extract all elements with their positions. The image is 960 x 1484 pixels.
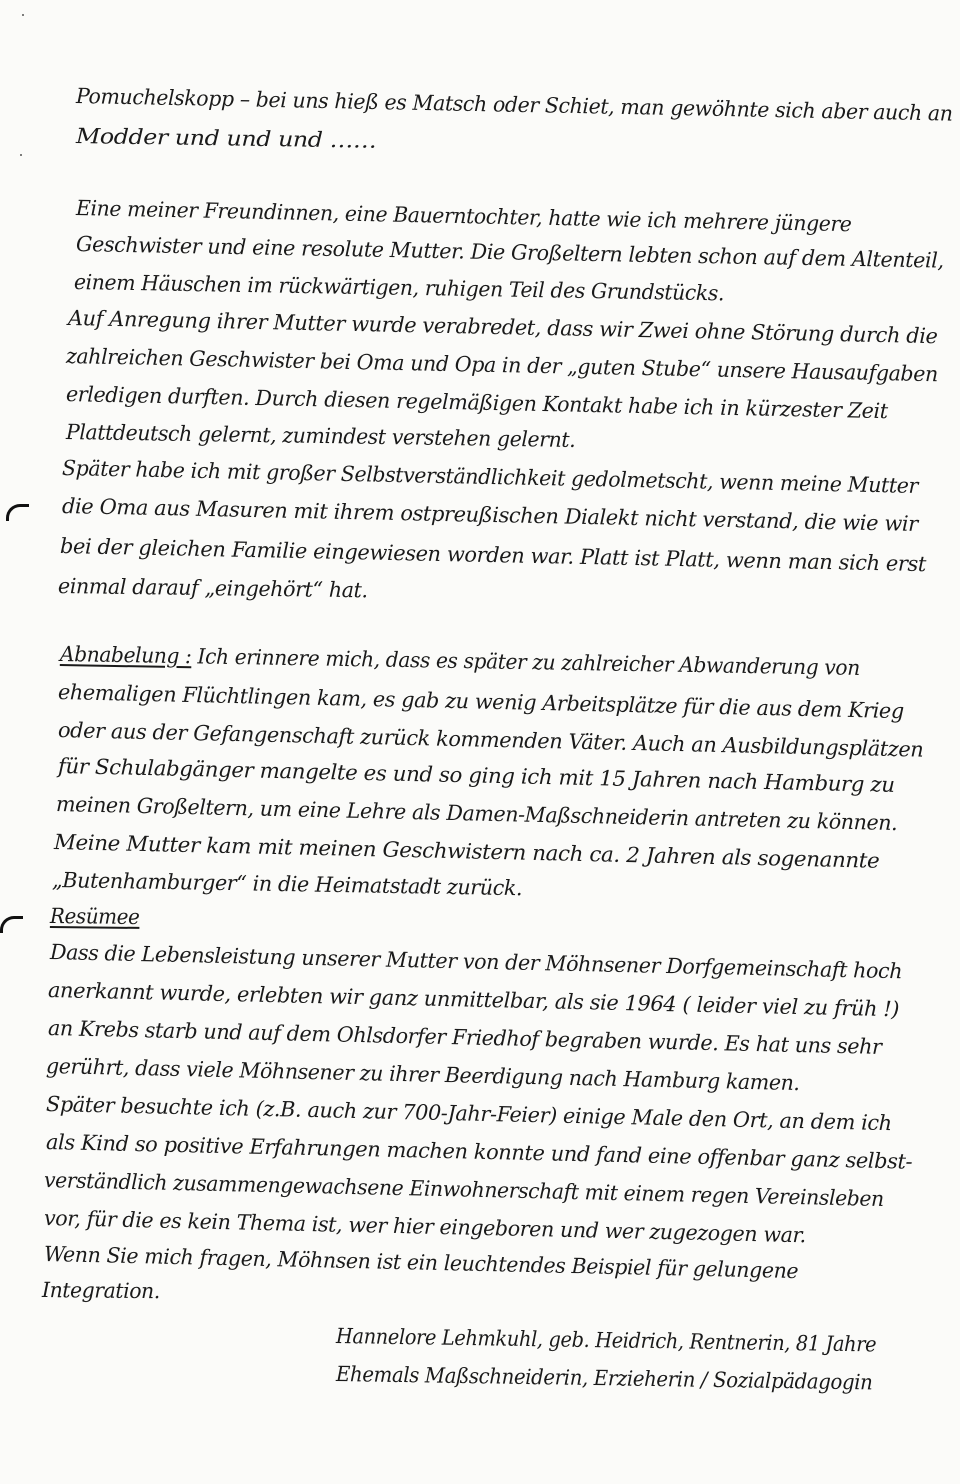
- text-line: Geschwister und eine resolute Mutter. Die Großeltern lebten schon auf dem Altenteil,: [75, 232, 944, 273]
- text-line: erledigen durften. Durch diesen regelmäßigen Kontakt habe ich in kürzester Zeit: [65, 382, 888, 424]
- signature-name: Hannelore Lehmkuhl, geb. Heidrich, Rentnerin, 81 Jahre: [335, 1324, 877, 1357]
- text-line: Später besuchte ich (z.B. auch zur 700-Jahr-Feier) einige Male den Ort, an dem ich: [45, 1092, 892, 1136]
- text-line: bei der gleichen Familie eingewiesen worden war. Platt ist Platt, wenn man sich erst: [59, 534, 927, 577]
- text-line: Pomuchelskopp – bei uns hieß es Matsch oder Schiet, man gewöhnte sich aber auch an: [75, 84, 953, 126]
- margin-mark: [0, 916, 23, 933]
- text-line: einmal darauf „eingehört“ hat.: [57, 574, 368, 603]
- text-line: zahlreichen Geschwister bei Oma und Opa in der „guten Stube“ unsere Hausaufgaben: [65, 344, 939, 387]
- text-line: Dass die Lebensleistung unserer Mutter von der Möhnsener Dorfgemeinschaft hoch: [49, 940, 903, 984]
- text-line: für Schulabgänger mangelte es und so ging ich mit 15 Jahren nach Hamburg zu: [57, 754, 895, 797]
- text-line: meinen Großeltern, um eine Lehre als Damen-Maßschneiderin antreten zu können.: [55, 792, 898, 836]
- text-line: Ich erinnere mich, dass es später zu zahlreicher Abwanderung von: [197, 644, 861, 680]
- text-line: die Oma aus Masuren mit ihrem ostpreußischen Dialekt nicht verstand, die wie wir: [61, 494, 919, 536]
- text-line: „Butenhamburger“ in die Heimatstadt zurück.: [51, 868, 523, 901]
- text-line: Eine meiner Freundinnen, eine Bauerntochter, hatte wie ich mehrere jüngere: [75, 196, 852, 237]
- margin-mark: [6, 504, 29, 521]
- scan-speck: [20, 154, 22, 156]
- text-line: an Krebs starb und auf dem Ohlsdorfer Friedhof begraben wurde. Es hat uns sehr: [47, 1016, 882, 1059]
- text-line: gerührt, dass viele Möhnsener zu ihrer Beerdigung nach Hamburg kamen.: [45, 1054, 800, 1096]
- signature-profession: Ehemals Maßschneiderin, Erzieherin / Sozialpädagogin: [335, 1362, 873, 1395]
- text-line: Später habe ich mit großer Selbstverständlichkeit gedolmetscht, wenn meine Mutter: [61, 456, 919, 498]
- section-heading-resuemee: Resümee: [49, 904, 140, 929]
- text-line: vor, für die es kein Thema ist, wer hier eingeboren und wer zugezogen war.: [43, 1206, 807, 1248]
- text-line: als Kind so positive Erfahrungen machen konnte und fand eine offenbar ganz selbst-: [45, 1130, 913, 1174]
- text-line: Integration.: [41, 1278, 160, 1304]
- text-line: anerkannt wurde, erlebten wir ganz unmittelbar, als sie 1964 ( leider viel zu früh !): [47, 978, 900, 1022]
- text-line: Auf Anregung ihrer Mutter wurde verabredet, dass wir Zwei ohne Störung durch die: [67, 306, 938, 349]
- section-heading-abnabelung: Abnabelung :: [59, 642, 192, 669]
- text-line: Wenn Sie mich fragen, Möhnsen ist ein leuchtendes Beispiel für gelungene: [43, 1242, 799, 1284]
- text-line: einem Häuschen im rückwärtigen, ruhigen Teil des Grundstücks.: [73, 270, 725, 306]
- text-line: verständlich zusammengewachsene Einwohnerschaft mit einem regen Vereinsleben: [43, 1168, 885, 1212]
- text-line: Plattdeutsch gelernt, zumindest verstehen gelernt.: [65, 420, 576, 452]
- text-line: Meine Mutter kam mit meinen Geschwistern nach ca. 2 Jahren als sogenannte: [53, 830, 880, 873]
- text-line: Modder und und und ……: [75, 124, 377, 153]
- text-line: oder aus der Gefangenschaft zurück kommenden Väter. Auch an Ausbildungsplätzen: [57, 718, 924, 762]
- scan-speck: [22, 14, 24, 16]
- section-line-abnabelung: [60, 644, 860, 679]
- text-line: ehemaligen Flüchtlingen kam, es gab zu wenig Arbeitsplätze für die aus dem Krieg: [57, 680, 905, 724]
